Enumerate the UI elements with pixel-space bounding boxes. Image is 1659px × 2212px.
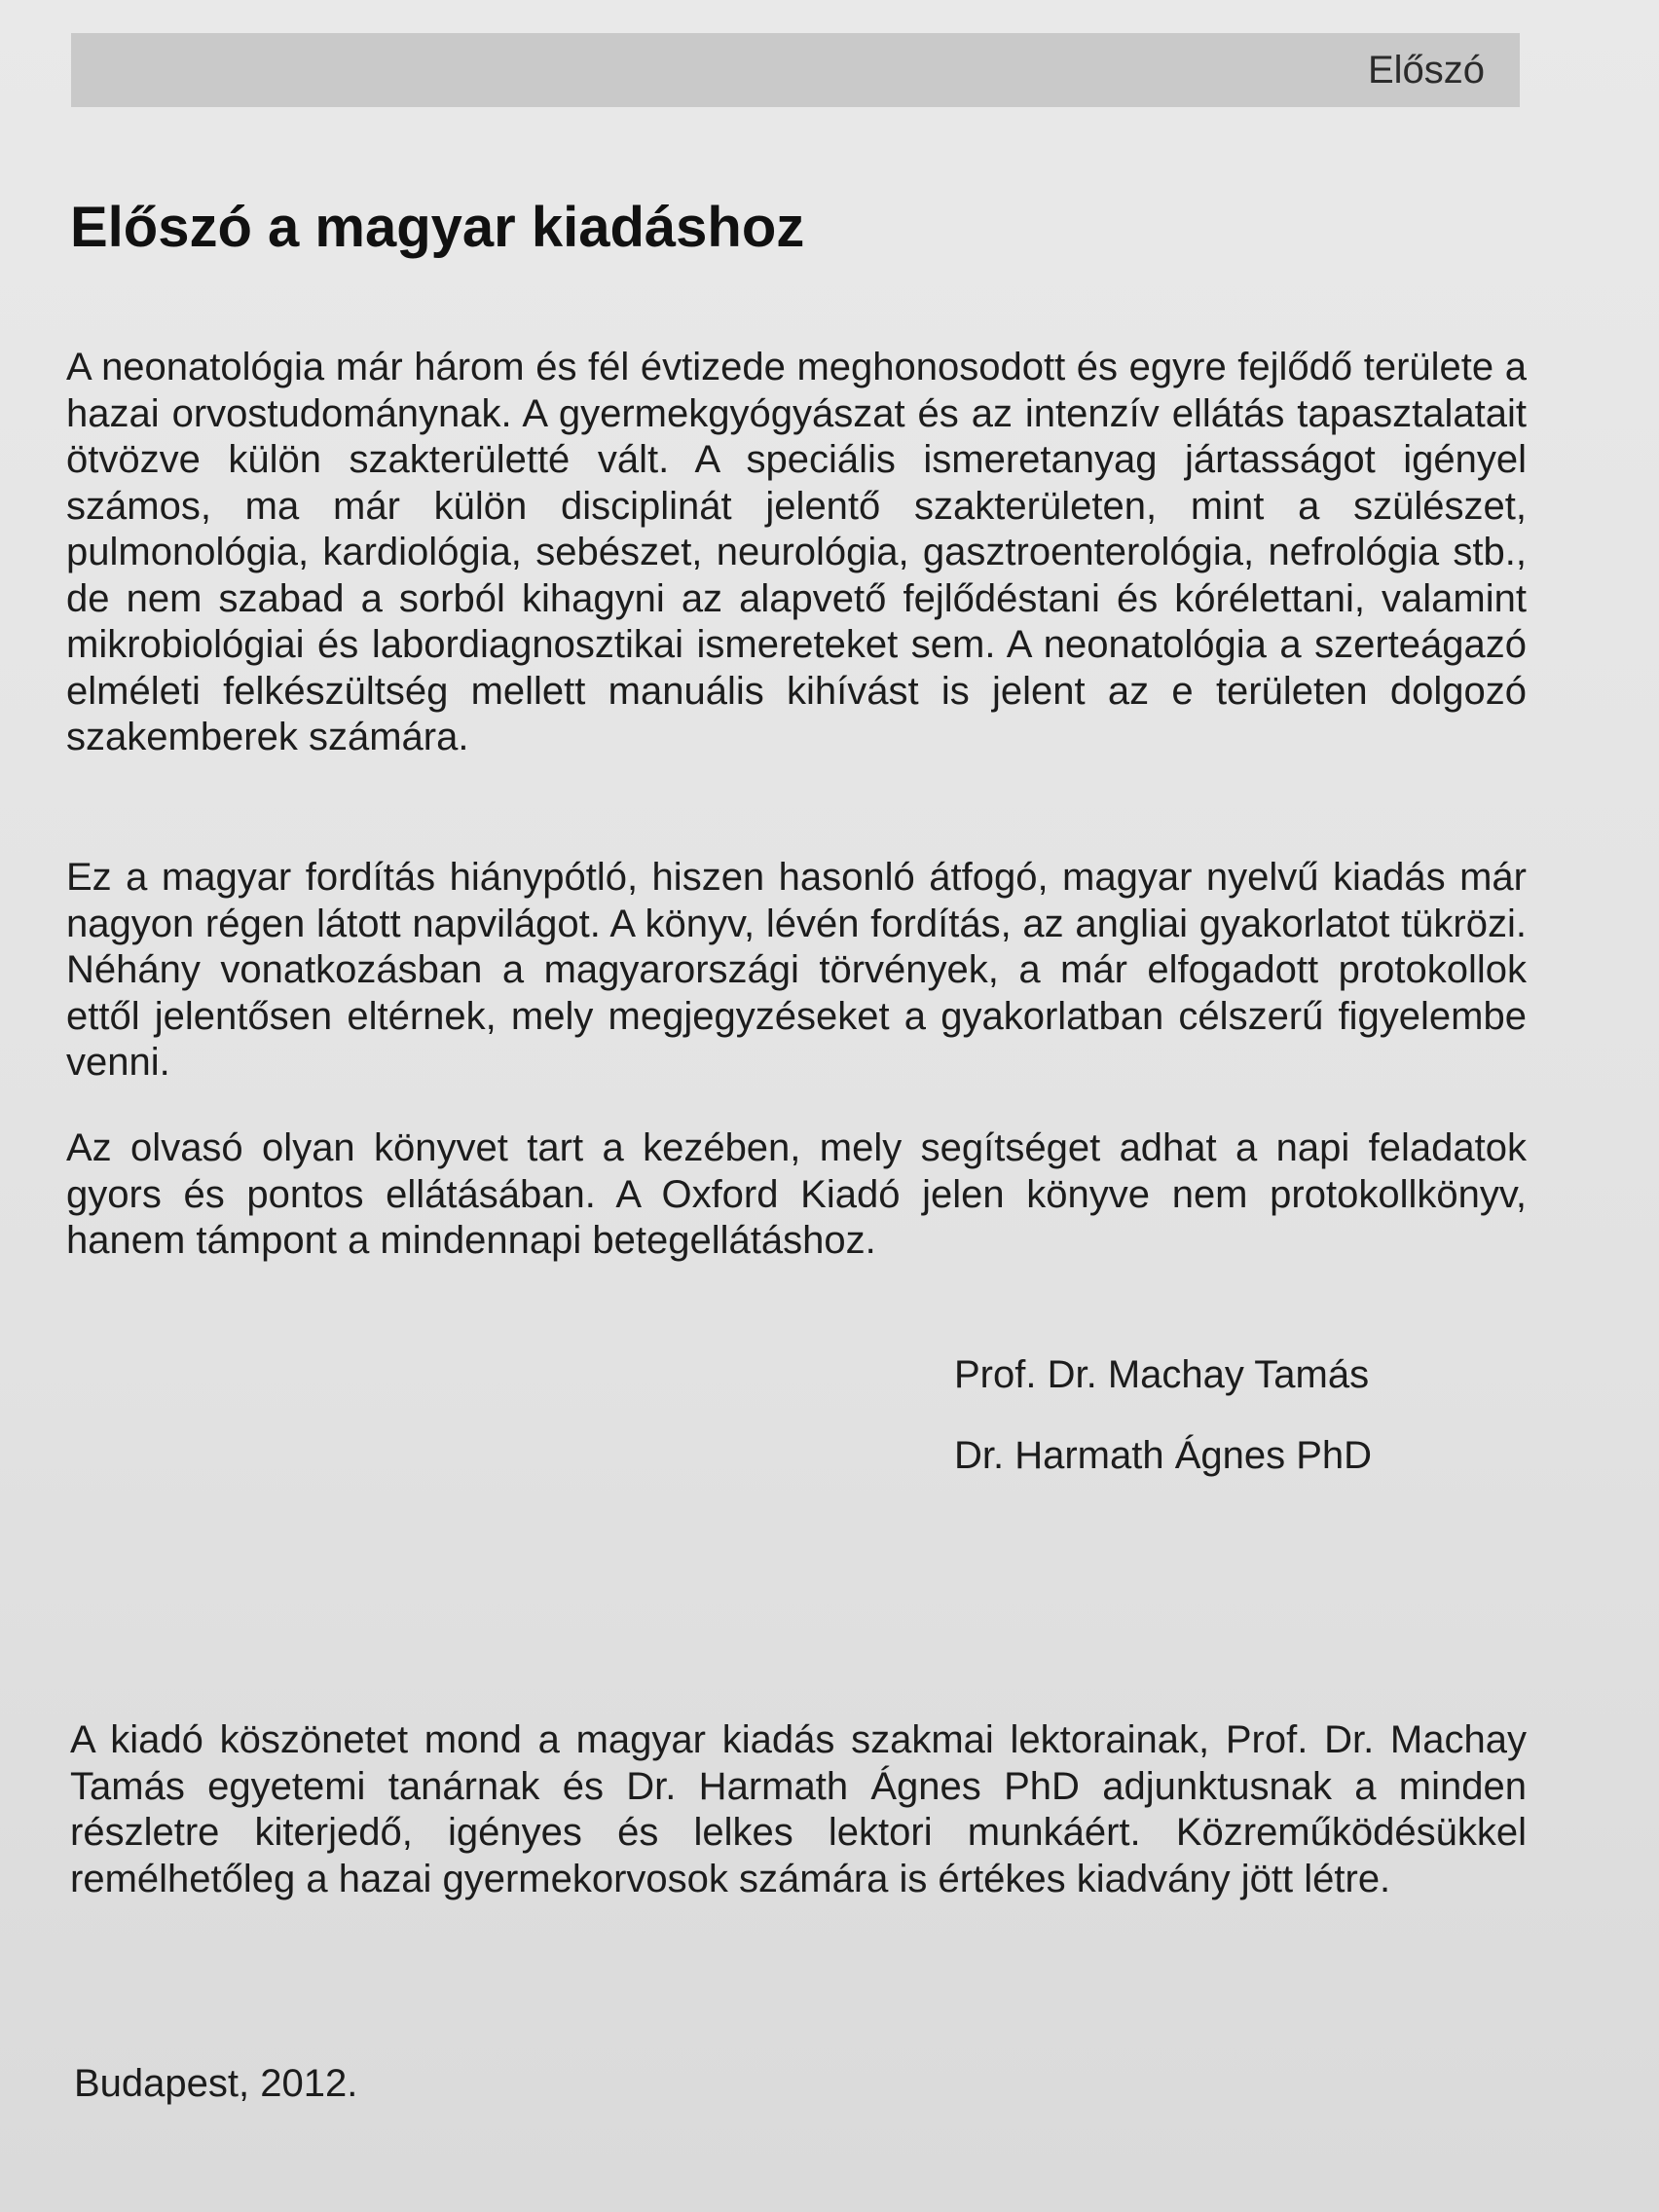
place-and-date: Budapest, 2012. <box>74 2062 358 2105</box>
body-paragraph: A neonatológia már három és fél évtizede meghonosodott és egyre fejlődő területe a hazai orvostudománynak. A gyermekgyógyászat és az intenzív ellátás tapasztalatait ötvözve külön szakterületté vált. A speciális ismeretanyag jártasságot igényel számos, ma már külön disciplinát jelentő szakterületen, mint a szülészet, pulmonológia, kardiológia, sebészet, neurológia, gasztroenterológia, nefrológia stb., de nem szabad a sorból kihagyni az alapvető fejlődéstani és kórélettani, valamint mikrobiológiai és labordiagnosztikai ismereteket sem. A neonatológia a szerteágazó elméleti felkészültség mellett manuális kihívást is jelent az e területen dolgozó szakemberek számára. <box>66 346 1527 758</box>
running-header <box>71 33 1520 107</box>
section-label: Előszó <box>1367 49 1485 92</box>
acknowledgement-paragraph: A kiadó köszönetet mond a magyar kiadás szakmai lektorainak, Prof. Dr. Machay Tamás egyetemi tanárnak és Dr. Harmath Ágnes PhD adjunktusnak a minden részletre kiterjedő, igényes és lelkes lektori munkáért. Közreműködésükkel remélhetőleg a hazai gyermekorvosok számára is értékes kiadvány jött létre. <box>70 1718 1527 1900</box>
signature-line: Prof. Dr. Machay Tamás <box>954 1353 1370 1396</box>
body-paragraph: Ez a magyar fordítás hiánypótló, hiszen hasonló átfogó, magyar nyelvű kiadás már nagyon régen látott napvilágot. A könyv, lévén fordítás, az angliai gyakorlatot tükrözi. Néhány vonatkozásban a magyarországi törvények, a már elfogadott protokollok ettől jelentősen eltérnek, mely megjegyzéseket a gyakorlatban célszerű figyelembe venni. <box>66 856 1527 1084</box>
page-title: Előszó a magyar kiadáshoz <box>70 196 805 259</box>
body-paragraph: Az olvasó olyan könyvet tart a kezében, mely segítséget adhat a napi feladatok gyors és pontos ellátásában. A Oxford Kiadó jelen könyve nem protokollkönyv, hanem támpont a mindennapi betegellátáshoz. <box>66 1126 1527 1262</box>
signature-line: Dr. Harmath Ágnes PhD <box>954 1434 1373 1477</box>
